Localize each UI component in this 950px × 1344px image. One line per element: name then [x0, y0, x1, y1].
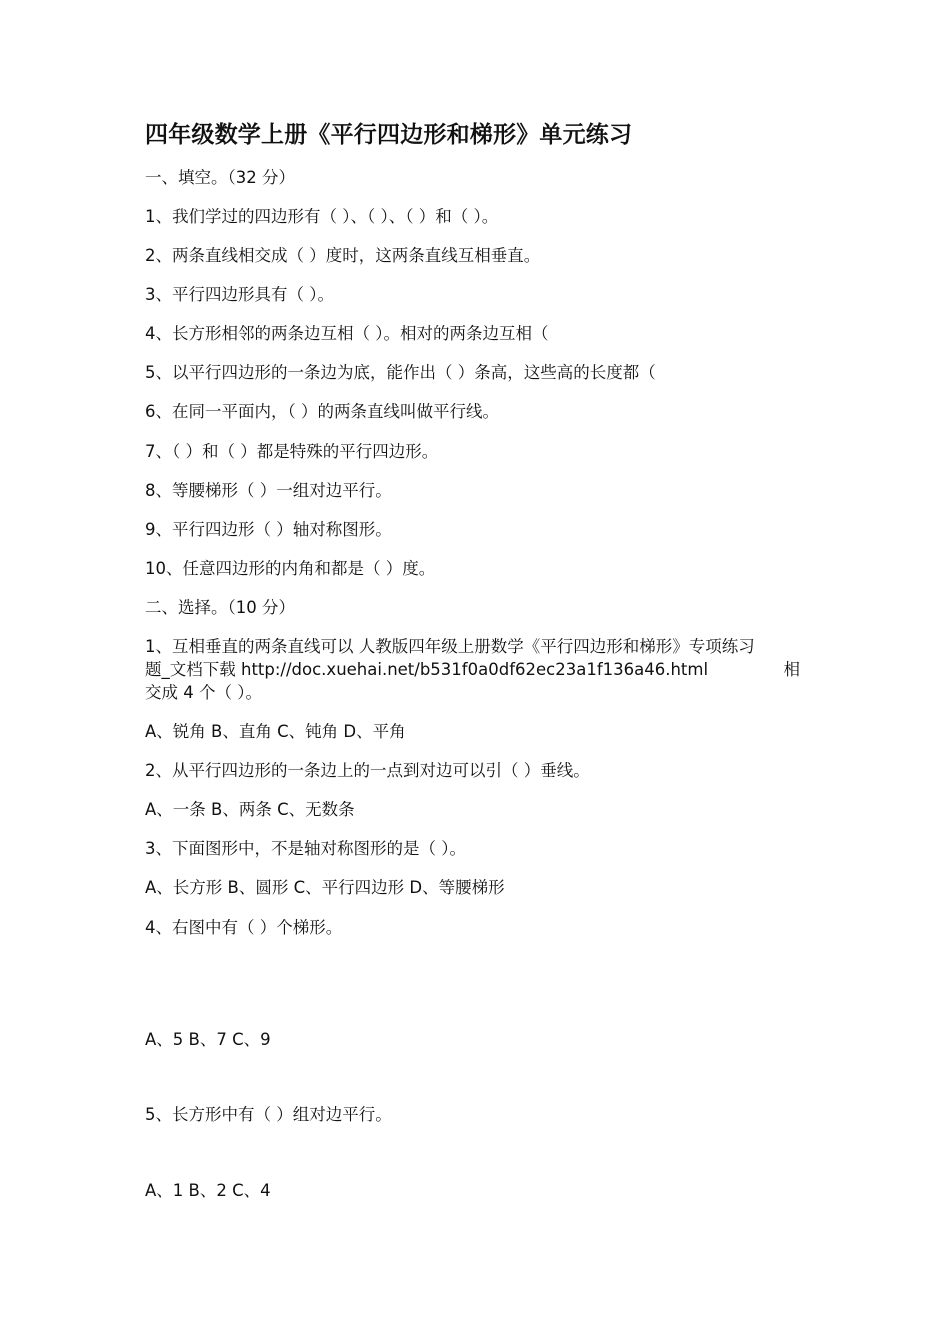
fill-question-10: 10、任意四边形的内角和都是（ ）度。	[145, 559, 436, 578]
fill-question-9: 9、平行四边形（ ）轴对称图形。	[145, 520, 392, 539]
fill-question-4: 4、长方形相邻的两条边互相（ ）。相对的两条边互相（	[145, 324, 549, 343]
fill-question-5: 5、以平行四边形的一条边为底，能作出（ ）条高，这些高的长度都（	[145, 363, 656, 382]
choice-question-4: 4、右图中有（ ）个梯形。	[145, 918, 343, 937]
choice-question-5-options: A、1 B、2 C、4	[145, 1181, 271, 1200]
choice-question-1	[145, 635, 800, 704]
choice-question-5: 5、长方形中有（ ）组对边平行。	[145, 1105, 392, 1124]
choice-question-3-options: A、长方形 B、圆形 C、平行四边形 D、等腰梯形	[145, 878, 505, 897]
fill-question-1: 1、我们学过的四边形有（ ）、（ ）、（ ）和（ ）。	[145, 207, 499, 226]
fill-question-8: 8、等腰梯形（ ）一组对边平行。	[145, 481, 392, 500]
choice-question-1-line-1: 1、互相垂直的两条直线可以 人教版四年级上册数学《平行四边形和梯形》专项练习	[145, 637, 755, 656]
choice-question-3: 3、下面图形中，不是轴对称图形的是（ ）。	[145, 839, 466, 858]
document-source-link[interactable]: 题_文档下载 http://doc.xuehai.net/b531f0a0df62ec23a1f136a46.html	[145, 660, 709, 679]
section-heading-choice: 二、选择。（10 分）	[145, 598, 295, 617]
choice-question-4-options: A、5 B、7 C、9	[145, 1030, 271, 1049]
choice-question-2-options: A、一条 B、两条 C、无数条	[145, 800, 355, 819]
choice-question-1-line-3: 交成 4 个（ ）。	[145, 683, 262, 702]
choice-question-1-line-2-tail: 相	[783, 660, 800, 679]
fill-question-2: 2、两条直线相交成（ ）度时，这两条直线互相垂直。	[145, 246, 541, 265]
fill-question-3: 3、平行四边形具有（ ）。	[145, 285, 334, 304]
section-heading-fill-in: 一、填空。（32 分）	[145, 168, 295, 187]
choice-question-1-options: A、锐角 B、直角 C、钝角 D、平角	[145, 722, 406, 741]
fill-question-6: 6、在同一平面内，（ ）的两条直线叫做平行线。	[145, 402, 499, 421]
choice-question-1-line-2	[145, 658, 800, 681]
choice-question-2: 2、从平行四边形的一条边上的一点到对边可以引（ ）垂线。	[145, 761, 590, 780]
page-title: 四年级数学上册《平行四边形和梯形》单元练习	[145, 122, 633, 148]
fill-question-7: 7、（ ）和（ ）都是特殊的平行四边形。	[145, 442, 439, 461]
